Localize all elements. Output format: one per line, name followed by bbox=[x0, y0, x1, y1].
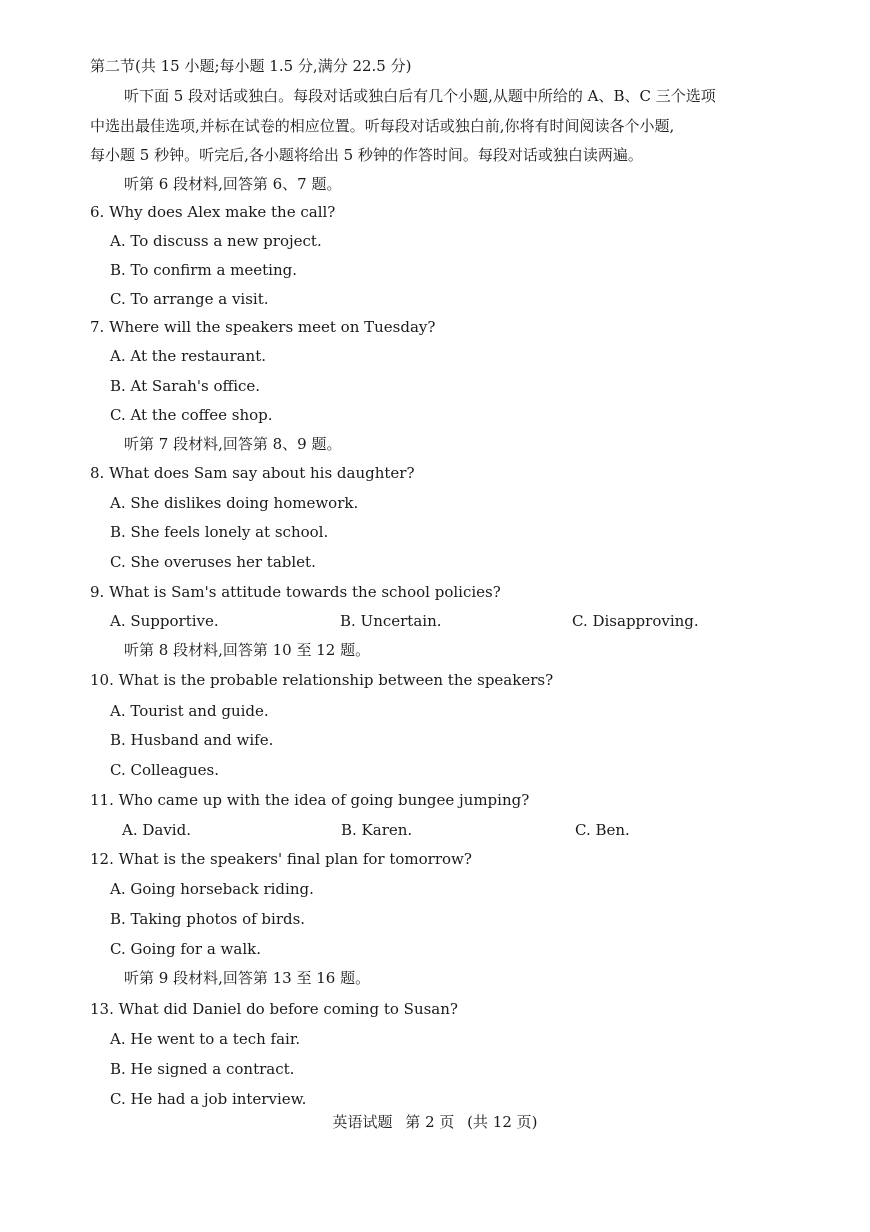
material-8-heading: 听第 8 段材料,回答第 10 至 12 题。 bbox=[124, 641, 371, 659]
section-title: 第二节(共 15 小题;每小题 1.5 分,满分 22.5 分) bbox=[90, 57, 412, 75]
question-11: 11. Who came up with the idea of going bungee jumping? bbox=[90, 791, 530, 809]
question-11-option-b: B. Karen. bbox=[341, 821, 413, 839]
question-8-option-c: C. She overuses her tablet. bbox=[110, 553, 316, 571]
page-footer bbox=[0, 1112, 870, 1132]
question-8-option-b: B. She feels lonely at school. bbox=[110, 523, 329, 541]
material-6-heading: 听第 6 段材料,回答第 6、7 题。 bbox=[124, 175, 342, 193]
question-7-option-a: A. At the restaurant. bbox=[110, 347, 267, 365]
question-10-option-a: A. Tourist and guide. bbox=[110, 702, 269, 720]
question-13-option-b: B. He signed a contract. bbox=[110, 1060, 295, 1078]
question-12-option-a: A. Going horseback riding. bbox=[110, 880, 314, 898]
question-8-option-a: A. She dislikes doing homework. bbox=[110, 494, 359, 512]
question-12: 12. What is the speakers' final plan for tomorrow? bbox=[90, 850, 472, 868]
question-9-option-b: B. Uncertain. bbox=[340, 612, 442, 630]
question-11-option-a: A. David. bbox=[122, 821, 191, 839]
footer-total-pages: (共 12 页) bbox=[467, 1113, 538, 1131]
question-13-option-c: C. He had a job interview. bbox=[110, 1090, 307, 1108]
question-12-option-b: B. Taking photos of birds. bbox=[110, 910, 306, 928]
question-9-options bbox=[110, 611, 750, 631]
instruction-line-2: 中选出最佳选项,并标在试卷的相应位置。听每段对话或独白前,你将有时间阅读各个小题, bbox=[90, 117, 675, 135]
question-6: 6. Why does Alex make the call? bbox=[90, 203, 336, 221]
question-11-options bbox=[110, 820, 750, 840]
question-8: 8. What does Sam say about his daughter? bbox=[90, 464, 415, 482]
question-6-option-b: B. To confirm a meeting. bbox=[110, 261, 298, 279]
instruction-line-1: 听下面 5 段对话或独白。每段对话或独白后有几个小题,从题中所给的 A、B、C 三个选项 bbox=[124, 87, 716, 105]
question-7-option-b: B. At Sarah's office. bbox=[110, 377, 261, 395]
question-6-option-a: A. To discuss a new project. bbox=[110, 232, 322, 250]
question-9: 9. What is Sam's attitude towards the school policies? bbox=[90, 583, 501, 601]
question-12-option-c: C. Going for a walk. bbox=[110, 940, 261, 958]
question-9-option-c: C. Disapproving. bbox=[572, 612, 699, 630]
question-6-option-c: C. To arrange a visit. bbox=[110, 290, 269, 308]
instruction-line-3: 每小题 5 秒钟。听完后,各小题将给出 5 秒钟的作答时间。每段对话或独白读两遍。 bbox=[90, 146, 643, 164]
question-9-option-a: A. Supportive. bbox=[110, 612, 219, 630]
material-7-heading: 听第 7 段材料,回答第 8、9 题。 bbox=[124, 435, 342, 453]
question-7: 7. Where will the speakers meet on Tuesday? bbox=[90, 318, 436, 336]
question-7-option-c: C. At the coffee shop. bbox=[110, 406, 273, 424]
question-11-option-c: C. Ben. bbox=[575, 821, 630, 839]
question-10: 10. What is the probable relationship between the speakers? bbox=[90, 671, 554, 689]
material-9-heading: 听第 9 段材料,回答第 13 至 16 题。 bbox=[124, 969, 371, 987]
footer-page-number: 第 2 页 bbox=[405, 1113, 455, 1131]
question-13-option-a: A. He went to a tech fair. bbox=[110, 1030, 301, 1048]
question-13: 13. What did Daniel do before coming to Susan? bbox=[90, 1000, 458, 1018]
question-10-option-b: B. Husband and wife. bbox=[110, 731, 274, 749]
question-10-option-c: C. Colleagues. bbox=[110, 761, 220, 779]
footer-subject: 英语试题 bbox=[332, 1113, 393, 1131]
